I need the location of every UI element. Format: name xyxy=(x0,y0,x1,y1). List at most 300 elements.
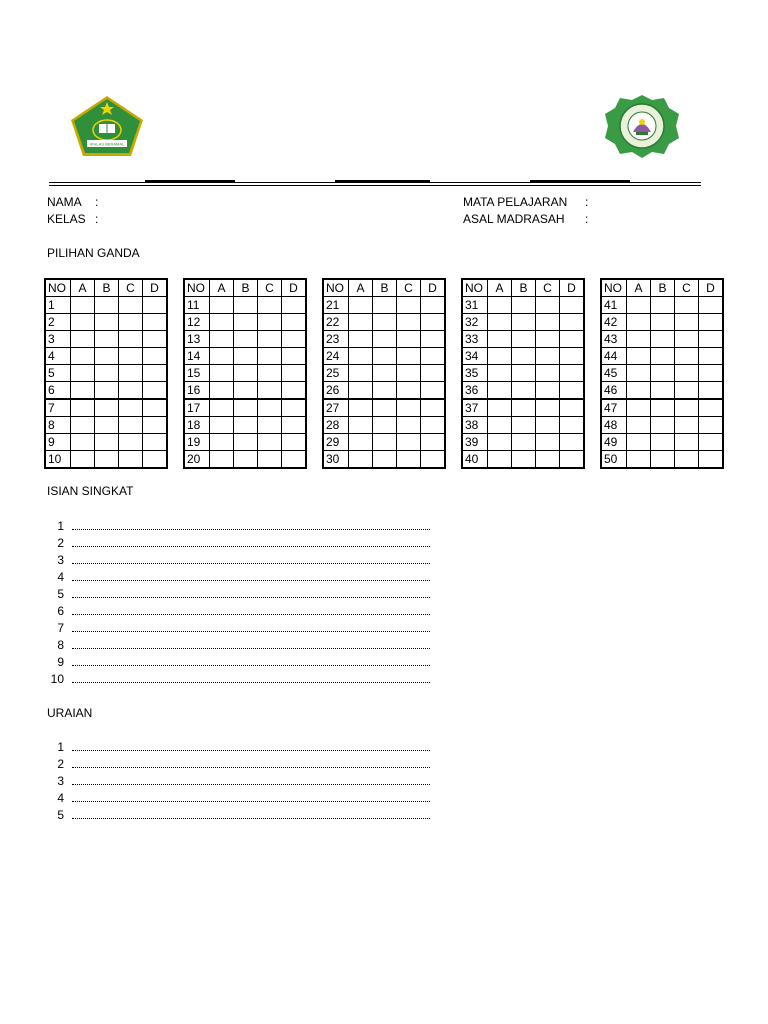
answer-cell[interactable] xyxy=(627,382,651,400)
answer-cell[interactable] xyxy=(421,331,446,348)
mata-pelajaran-colon: : xyxy=(585,195,589,209)
answer-cell[interactable] xyxy=(210,451,234,469)
answer-cell[interactable] xyxy=(95,382,119,400)
uraian-title: URAIAN xyxy=(47,706,93,720)
answer-cell[interactable] xyxy=(421,297,446,314)
answer-cell[interactable] xyxy=(234,331,258,348)
question-number: 34 xyxy=(462,348,488,365)
answer-cell[interactable] xyxy=(95,314,119,331)
answer-cell[interactable] xyxy=(675,331,699,348)
answer-cell[interactable] xyxy=(536,365,560,382)
answer-cell[interactable] xyxy=(258,434,282,451)
kemenag-emblem-icon xyxy=(69,94,145,158)
answer-cell[interactable] xyxy=(143,365,168,382)
header-no: NO xyxy=(323,279,349,297)
answer-cell[interactable] xyxy=(675,417,699,434)
answer-cell[interactable] xyxy=(627,331,651,348)
answer-cell[interactable] xyxy=(373,314,397,331)
header-rule-top xyxy=(49,182,701,183)
answer-cell[interactable] xyxy=(349,417,373,434)
answer-cell[interactable] xyxy=(71,348,95,365)
question-number: 7 xyxy=(45,399,71,417)
answer-cell[interactable] xyxy=(282,451,307,469)
answer-cell[interactable] xyxy=(373,399,397,417)
madrasah-emblem-icon xyxy=(603,94,681,160)
answer-cell[interactable] xyxy=(536,297,560,314)
answer-cell[interactable] xyxy=(373,434,397,451)
answer-cell[interactable] xyxy=(699,331,724,348)
answer-cell[interactable] xyxy=(560,399,585,417)
answer-cell[interactable] xyxy=(210,348,234,365)
answer-cell[interactable] xyxy=(536,399,560,417)
answer-cell[interactable] xyxy=(675,348,699,365)
question-number: 18 xyxy=(184,417,210,434)
answer-cell[interactable] xyxy=(210,297,234,314)
answer-cell[interactable] xyxy=(699,382,724,400)
isian-singkat-item xyxy=(48,637,448,654)
answer-cell[interactable] xyxy=(258,417,282,434)
header-option: D xyxy=(699,279,724,297)
question-number: 27 xyxy=(323,399,349,417)
answer-cell[interactable] xyxy=(119,399,143,417)
answer-cell[interactable] xyxy=(512,417,536,434)
answer-cell[interactable] xyxy=(651,297,675,314)
question-number: 21 xyxy=(323,297,349,314)
answer-cell[interactable] xyxy=(651,417,675,434)
answer-cell[interactable] xyxy=(234,297,258,314)
answer-cell[interactable] xyxy=(210,382,234,400)
header-no: NO xyxy=(45,279,71,297)
answer-cell[interactable] xyxy=(71,417,95,434)
answer-cell[interactable] xyxy=(258,399,282,417)
question-number: 32 xyxy=(462,314,488,331)
answer-cell[interactable] xyxy=(234,348,258,365)
isian-singkat-answer-line[interactable] xyxy=(72,580,430,581)
header-no: NO xyxy=(601,279,627,297)
answer-cell[interactable] xyxy=(119,451,143,469)
answer-cell[interactable] xyxy=(699,451,724,469)
isian-singkat-number: 10 xyxy=(50,672,64,686)
answer-cell[interactable] xyxy=(512,297,536,314)
answer-cell[interactable] xyxy=(210,434,234,451)
answer-cell[interactable] xyxy=(675,382,699,400)
answer-cell[interactable] xyxy=(651,382,675,400)
isian-singkat-answer-line[interactable] xyxy=(72,529,430,530)
answer-cell[interactable] xyxy=(95,399,119,417)
isian-singkat-answer-line[interactable] xyxy=(72,665,430,666)
answer-cell[interactable] xyxy=(699,314,724,331)
answer-cell[interactable] xyxy=(421,365,446,382)
answer-cell[interactable] xyxy=(560,451,585,469)
answer-cell[interactable] xyxy=(210,331,234,348)
answer-cell[interactable] xyxy=(488,348,512,365)
answer-cell[interactable] xyxy=(95,297,119,314)
nama-colon: : xyxy=(95,195,99,209)
answer-cell[interactable] xyxy=(627,314,651,331)
answer-cell[interactable] xyxy=(651,348,675,365)
answer-cell[interactable] xyxy=(397,297,421,314)
answer-cell[interactable] xyxy=(627,434,651,451)
answer-cell[interactable] xyxy=(651,399,675,417)
answer-cell[interactable] xyxy=(95,434,119,451)
answer-cell[interactable] xyxy=(488,314,512,331)
answer-cell[interactable] xyxy=(143,331,168,348)
answer-cell[interactable] xyxy=(488,382,512,400)
answer-cell[interactable] xyxy=(71,382,95,400)
isian-singkat-number: 1 xyxy=(57,519,64,533)
question-number: 12 xyxy=(184,314,210,331)
answer-cell[interactable] xyxy=(699,399,724,417)
isian-singkat-number: 4 xyxy=(57,570,64,584)
answer-row xyxy=(184,314,306,331)
answer-cell[interactable] xyxy=(512,382,536,400)
answer-cell[interactable] xyxy=(71,399,95,417)
answer-cell[interactable] xyxy=(349,399,373,417)
question-number: 1 xyxy=(45,297,71,314)
answer-cell[interactable] xyxy=(349,297,373,314)
answer-cell[interactable] xyxy=(143,434,168,451)
header-no: NO xyxy=(462,279,488,297)
answer-cell[interactable] xyxy=(627,399,651,417)
answer-cell[interactable] xyxy=(258,451,282,469)
answer-cell[interactable] xyxy=(397,348,421,365)
answer-cell[interactable] xyxy=(373,331,397,348)
answer-cell[interactable] xyxy=(536,314,560,331)
kementerian-agama-logo xyxy=(69,94,145,158)
answer-cell[interactable] xyxy=(421,417,446,434)
answer-cell[interactable] xyxy=(651,365,675,382)
answer-cell[interactable] xyxy=(421,451,446,469)
answer-cell[interactable] xyxy=(651,434,675,451)
answer-cell[interactable] xyxy=(349,365,373,382)
answer-grid-1 xyxy=(44,278,168,469)
answer-cell[interactable] xyxy=(119,331,143,348)
answer-cell[interactable] xyxy=(95,331,119,348)
answer-cell[interactable] xyxy=(512,348,536,365)
answer-cell[interactable] xyxy=(71,297,95,314)
rule-shade xyxy=(530,180,630,182)
answer-cell[interactable] xyxy=(282,314,307,331)
answer-cell[interactable] xyxy=(95,451,119,469)
answer-cell[interactable] xyxy=(234,365,258,382)
answer-cell[interactable] xyxy=(282,297,307,314)
answer-cell[interactable] xyxy=(119,297,143,314)
answer-cell[interactable] xyxy=(282,399,307,417)
answer-cell[interactable] xyxy=(258,331,282,348)
question-number: 24 xyxy=(323,348,349,365)
uraian-item xyxy=(48,790,448,807)
answer-row xyxy=(601,382,723,400)
isian-singkat-number: 9 xyxy=(57,655,64,669)
answer-row xyxy=(462,314,584,331)
answer-row xyxy=(462,348,584,365)
isian-singkat-answer-line[interactable] xyxy=(72,614,430,615)
uraian-answer-line[interactable] xyxy=(72,784,430,785)
answer-row xyxy=(323,399,445,417)
answer-cell[interactable] xyxy=(210,417,234,434)
answer-row xyxy=(323,451,445,469)
answer-cell[interactable] xyxy=(512,399,536,417)
question-number: 29 xyxy=(323,434,349,451)
isian-singkat-answer-line[interactable] xyxy=(72,682,430,683)
answer-cell[interactable] xyxy=(349,434,373,451)
answer-cell[interactable] xyxy=(397,451,421,469)
answer-cell[interactable] xyxy=(258,382,282,400)
isian-singkat-number: 6 xyxy=(57,604,64,618)
uraian-answer-line[interactable] xyxy=(72,750,430,751)
question-number: 48 xyxy=(601,417,627,434)
answer-cell[interactable] xyxy=(143,348,168,365)
answer-cell[interactable] xyxy=(373,348,397,365)
answer-cell[interactable] xyxy=(258,297,282,314)
answer-cell[interactable] xyxy=(488,417,512,434)
answer-cell[interactable] xyxy=(421,399,446,417)
answer-cell[interactable] xyxy=(119,365,143,382)
answer-cell[interactable] xyxy=(699,434,724,451)
answer-row xyxy=(462,451,584,469)
answer-cell[interactable] xyxy=(560,365,585,382)
answer-cell[interactable] xyxy=(512,314,536,331)
answer-cell[interactable] xyxy=(95,365,119,382)
answer-cell[interactable] xyxy=(234,314,258,331)
question-number: 11 xyxy=(184,297,210,314)
answer-cell[interactable] xyxy=(536,382,560,400)
answer-cell[interactable] xyxy=(210,365,234,382)
answer-cell[interactable] xyxy=(282,365,307,382)
answer-cell[interactable] xyxy=(95,348,119,365)
answer-cell[interactable] xyxy=(675,399,699,417)
answer-row xyxy=(45,297,167,314)
answer-cell[interactable] xyxy=(282,417,307,434)
header-option: C xyxy=(536,279,560,297)
answer-cell[interactable] xyxy=(234,417,258,434)
answer-cell[interactable] xyxy=(71,434,95,451)
answer-cell[interactable] xyxy=(258,348,282,365)
answer-cell[interactable] xyxy=(373,451,397,469)
answer-cell[interactable] xyxy=(210,314,234,331)
answer-cell[interactable] xyxy=(536,417,560,434)
answer-cell[interactable] xyxy=(627,451,651,469)
answer-cell[interactable] xyxy=(560,297,585,314)
isian-singkat-number: 5 xyxy=(57,587,64,601)
answer-cell[interactable] xyxy=(512,331,536,348)
question-number: 20 xyxy=(184,451,210,469)
answer-cell[interactable] xyxy=(560,382,585,400)
header-option: D xyxy=(143,279,168,297)
isian-singkat-number: 8 xyxy=(57,638,64,652)
answer-row xyxy=(462,382,584,400)
answer-cell[interactable] xyxy=(373,417,397,434)
answer-grid-3 xyxy=(322,278,446,469)
uraian-answer-line[interactable] xyxy=(72,818,430,819)
answer-cell[interactable] xyxy=(143,314,168,331)
answer-cell[interactable] xyxy=(536,434,560,451)
isian-singkat-answer-line[interactable] xyxy=(72,546,430,547)
answer-cell[interactable] xyxy=(71,451,95,469)
header-option: B xyxy=(651,279,675,297)
answer-cell[interactable] xyxy=(560,417,585,434)
answer-cell[interactable] xyxy=(234,451,258,469)
isian-singkat-number: 3 xyxy=(57,553,64,567)
answer-cell[interactable] xyxy=(71,365,95,382)
answer-row xyxy=(323,348,445,365)
uraian-answer-line[interactable] xyxy=(72,801,430,802)
answer-cell[interactable] xyxy=(560,331,585,348)
answer-cell[interactable] xyxy=(627,365,651,382)
answer-grid-header xyxy=(323,279,445,297)
answer-cell[interactable] xyxy=(675,297,699,314)
answer-cell[interactable] xyxy=(699,297,724,314)
uraian-item xyxy=(48,756,448,773)
answer-row xyxy=(45,348,167,365)
asal-madrasah-label: ASAL MADRASAH xyxy=(463,212,565,226)
answer-cell[interactable] xyxy=(397,331,421,348)
answer-cell[interactable] xyxy=(627,297,651,314)
isian-singkat-item xyxy=(48,671,448,688)
answer-cell[interactable] xyxy=(675,451,699,469)
uraian-list xyxy=(48,739,448,824)
answer-cell[interactable] xyxy=(512,451,536,469)
answer-cell[interactable] xyxy=(560,314,585,331)
answer-row xyxy=(323,417,445,434)
answer-cell[interactable] xyxy=(349,451,373,469)
answer-cell[interactable] xyxy=(397,434,421,451)
answer-row xyxy=(462,417,584,434)
answer-cell[interactable] xyxy=(71,314,95,331)
isian-singkat-list xyxy=(48,518,448,688)
answer-cell[interactable] xyxy=(488,434,512,451)
answer-cell[interactable] xyxy=(488,365,512,382)
question-number: 37 xyxy=(462,399,488,417)
answer-cell[interactable] xyxy=(119,314,143,331)
question-number: 47 xyxy=(601,399,627,417)
answer-cell[interactable] xyxy=(234,434,258,451)
header-option: C xyxy=(397,279,421,297)
answer-cell[interactable] xyxy=(627,417,651,434)
isian-singkat-item xyxy=(48,586,448,603)
answer-cell[interactable] xyxy=(560,348,585,365)
answer-row xyxy=(462,365,584,382)
answer-cell[interactable] xyxy=(234,399,258,417)
isian-singkat-answer-line[interactable] xyxy=(72,597,430,598)
header-option: A xyxy=(349,279,373,297)
answer-cell[interactable] xyxy=(421,434,446,451)
answer-cell[interactable] xyxy=(349,314,373,331)
answer-cell[interactable] xyxy=(119,434,143,451)
question-number: 22 xyxy=(323,314,349,331)
mata-pelajaran-label: MATA PELAJARAN xyxy=(463,195,568,209)
answer-cell[interactable] xyxy=(258,314,282,331)
question-number: 19 xyxy=(184,434,210,451)
answer-cell[interactable] xyxy=(536,451,560,469)
answer-cell[interactable] xyxy=(373,365,397,382)
answer-cell[interactable] xyxy=(282,331,307,348)
answer-cell[interactable] xyxy=(397,417,421,434)
isian-singkat-answer-line[interactable] xyxy=(72,648,430,649)
answer-cell[interactable] xyxy=(119,417,143,434)
answer-cell[interactable] xyxy=(349,331,373,348)
answer-cell[interactable] xyxy=(210,399,234,417)
answer-cell[interactable] xyxy=(488,331,512,348)
answer-row xyxy=(462,399,584,417)
question-number: 2 xyxy=(45,314,71,331)
header-option: A xyxy=(71,279,95,297)
answer-cell[interactable] xyxy=(95,417,119,434)
answer-cell[interactable] xyxy=(397,382,421,400)
answer-cell[interactable] xyxy=(536,348,560,365)
answer-cell[interactable] xyxy=(143,451,168,469)
answer-cell[interactable] xyxy=(699,365,724,382)
answer-cell[interactable] xyxy=(512,365,536,382)
answer-cell[interactable] xyxy=(282,348,307,365)
answer-cell[interactable] xyxy=(258,365,282,382)
header-option: D xyxy=(560,279,585,297)
answer-cell[interactable] xyxy=(421,382,446,400)
answer-cell[interactable] xyxy=(373,382,397,400)
question-number: 33 xyxy=(462,331,488,348)
answer-cell[interactable] xyxy=(675,314,699,331)
answer-cell[interactable] xyxy=(536,331,560,348)
answer-cell[interactable] xyxy=(627,348,651,365)
answer-cell[interactable] xyxy=(421,348,446,365)
answer-cell[interactable] xyxy=(560,434,585,451)
answer-cell[interactable] xyxy=(488,297,512,314)
answer-cell[interactable] xyxy=(651,331,675,348)
answer-cell[interactable] xyxy=(373,297,397,314)
madrasah-logo xyxy=(603,94,681,160)
isian-singkat-answer-line[interactable] xyxy=(72,563,430,564)
answer-cell[interactable] xyxy=(421,314,446,331)
answer-cell[interactable] xyxy=(651,314,675,331)
answer-cell[interactable] xyxy=(397,365,421,382)
answer-cell[interactable] xyxy=(488,451,512,469)
answer-cell[interactable] xyxy=(512,434,536,451)
answer-cell[interactable] xyxy=(143,399,168,417)
header-option: B xyxy=(373,279,397,297)
question-number: 23 xyxy=(323,331,349,348)
answer-cell[interactable] xyxy=(397,399,421,417)
header-rule-bottom xyxy=(49,185,701,186)
isian-singkat-item xyxy=(48,654,448,671)
isian-singkat-answer-line[interactable] xyxy=(72,631,430,632)
answer-cell[interactable] xyxy=(675,434,699,451)
question-number: 35 xyxy=(462,365,488,382)
answer-grid-header xyxy=(462,279,584,297)
answer-cell[interactable] xyxy=(119,382,143,400)
answer-cell[interactable] xyxy=(349,348,373,365)
answer-cell[interactable] xyxy=(651,451,675,469)
answer-cell[interactable] xyxy=(488,399,512,417)
answer-cell[interactable] xyxy=(397,314,421,331)
answer-cell[interactable] xyxy=(675,365,699,382)
answer-cell[interactable] xyxy=(143,297,168,314)
question-number: 10 xyxy=(45,451,71,469)
answer-cell[interactable] xyxy=(699,348,724,365)
answer-cell[interactable] xyxy=(282,434,307,451)
answer-grid-4 xyxy=(461,278,585,469)
rule-shade xyxy=(335,180,430,182)
answer-row xyxy=(45,365,167,382)
answer-cell[interactable] xyxy=(143,417,168,434)
answer-cell[interactable] xyxy=(119,348,143,365)
uraian-answer-line[interactable] xyxy=(72,767,430,768)
answer-cell[interactable] xyxy=(234,382,258,400)
answer-cell[interactable] xyxy=(143,382,168,400)
answer-cell[interactable] xyxy=(282,382,307,400)
answer-cell[interactable] xyxy=(349,382,373,400)
answer-cell[interactable] xyxy=(71,331,95,348)
answer-cell[interactable] xyxy=(699,417,724,434)
